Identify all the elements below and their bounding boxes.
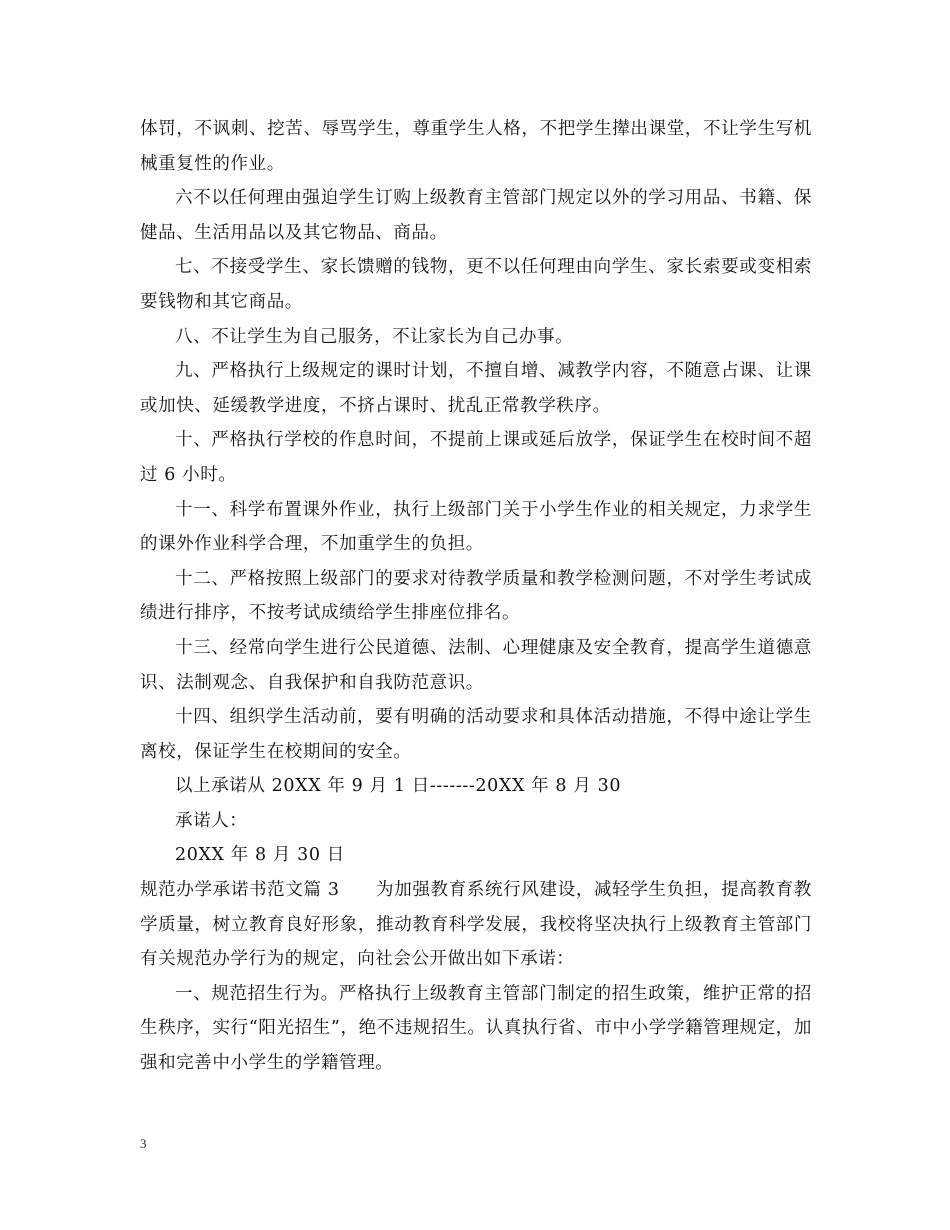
- paragraph: 一、规范招生行为。严格执行上级教育主管部门制定的招生政策，维护正常的招生秩序，实行“阳光招生”，绝不违规招生。认真执行省、市中小学学籍管理规定，加强和完善中小学生的学籍管理。: [140, 983, 812, 1074]
- paragraph: 七、不接受学生、家长馈赠的钱物，更不以任何理由向学生、家长索要或变相索要钱物和其它商品。: [140, 257, 812, 312]
- paragraph: 承诺人：: [175, 810, 248, 831]
- paragraph: 体罚，不讽刺、挖苦、辱骂学生，尊重学生人格，不把学生撵出课堂，不让学生写机械重复性的作业。: [140, 119, 812, 174]
- paragraph: 十、严格执行学校的作息时间，不提前上课或延后放学，保证学生在校时间不超过 6 小时。: [140, 430, 812, 485]
- paragraph: 六不以任何理由强迫学生订购上级教育主管部门规定以外的学习用品、书籍、保健品、生活用品以及其它物品、商品。: [140, 188, 812, 243]
- paragraph: 规范办学承诺书范文篇 3 为加强教育系统行风建设，减轻学生负担，提高教育教学质量，树立教育良好形象，推动教育科学发展，我校将坚决执行上级教育主管部门有关规范办学行为的规定，向社会公开做出如下承诺：: [140, 880, 812, 970]
- page-number: 3: [140, 1136, 147, 1151]
- paragraph: 八、不让学生为自己服务，不让家长为自己办事。: [175, 326, 574, 347]
- paragraph: 十四、组织学生活动前，要有明确的活动要求和具体活动措施，不得中途让学生离校，保证学生在校期间的安全。: [140, 707, 812, 762]
- paragraph: 十三、经常向学生进行公民道德、法制、心理健康及安全教育，提高学生道德意识、法制观念、自我保护和自我防范意识。: [140, 637, 812, 693]
- paragraph: 20XX 年 8 月 30 日: [175, 845, 345, 866]
- paragraph: 以上承诺从 20XX 年 9 月 1 日-------20XX 年 8 月 30: [175, 776, 622, 797]
- document-body: [140, 112, 812, 1081]
- paragraph: 九、严格执行上级规定的课时计划，不擅自增、减教学内容，不随意占课、让课或加快、延缓教学进度，不挤占课时、扰乱正常教学秩序。: [140, 361, 812, 416]
- paragraph: 十一、科学布置课外作业，执行上级部门关于小学生作业的相关规定，力求学生的课外作业科学合理，不加重学生的负担。: [140, 499, 812, 555]
- paragraph: 十二、严格按照上级部门的要求对待教学质量和教学检测问题，不对学生考试成绩进行排序，不按考试成绩给学生排座位排名。: [140, 568, 812, 624]
